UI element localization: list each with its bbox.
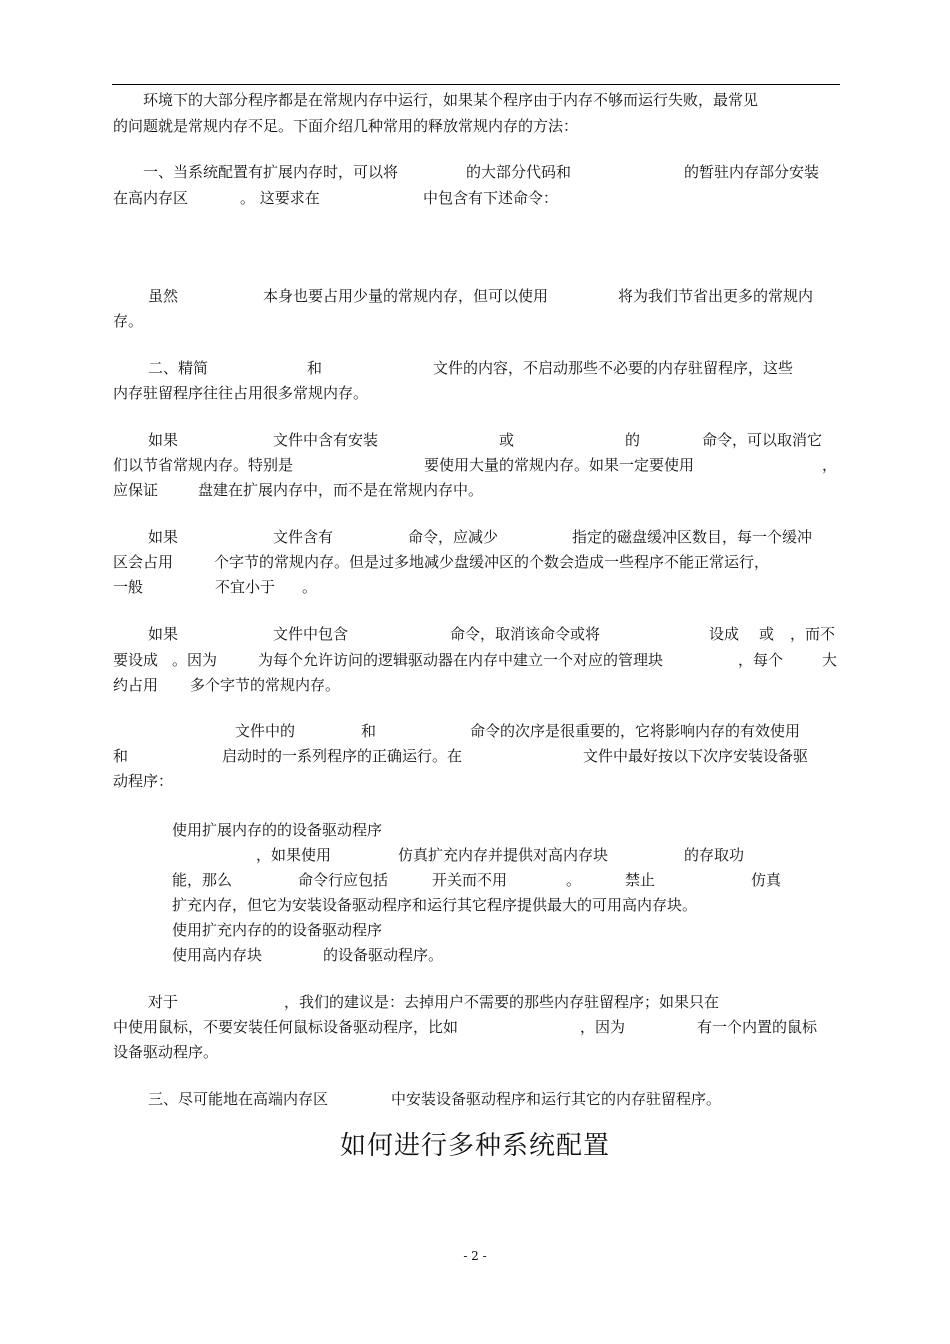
- text-segment: 命令，可以取消它: [702, 431, 823, 449]
- text-segment: 仿真扩充内存并提供对高内存块: [398, 846, 609, 864]
- text-segment: 命令，应减少: [408, 528, 499, 546]
- list-item: 使用扩充内存的的设备驱动程序: [172, 921, 383, 939]
- text-segment: 盘建在扩展内存中，而不是在常规内存中。: [198, 481, 484, 499]
- text-segment: 命令，取消该命令或将: [450, 625, 601, 643]
- text-segment: 要使用大量的常规内存。如果一定要使用: [424, 456, 695, 474]
- text-line: 环境下的大部分程序都是在常规内存中运行，如果某个程序由于内存不够而运行失败，最常见: [143, 91, 759, 109]
- text-segment: 能，那么: [172, 871, 233, 889]
- text-segment: 如果: [148, 625, 179, 643]
- text-segment: 设成: [709, 625, 740, 643]
- text-segment: ，: [822, 456, 838, 474]
- text-segment: 命令行应包括: [298, 871, 389, 889]
- text-segment: 内存驻留程序往往占用很多常规内存。: [113, 384, 369, 402]
- text-segment: 个字节的常规内存。但是过多地减少盘缓冲区的个数会造成一些程序不能正常运行，: [214, 553, 770, 571]
- text-segment: 如果: [148, 431, 179, 449]
- text-segment: ，如果使用: [256, 846, 332, 864]
- text-segment: 。 这要求在: [240, 189, 320, 207]
- text-segment: 文件含有: [273, 528, 334, 546]
- text-segment: 中安装设备驱动程序和运行其它的内存驻留程序。: [391, 1090, 722, 1108]
- text-segment: 要设成: [113, 651, 159, 669]
- text-segment: ，因为: [580, 1018, 626, 1036]
- text-segment: 命令的次序是很重要的，它将影响内存的有效使用: [470, 722, 801, 740]
- text-segment: 文件中含有安装: [273, 431, 379, 449]
- text-segment: 和: [307, 359, 323, 377]
- text-segment: 设备驱动程序。: [113, 1043, 219, 1061]
- text-segment: 使用高内存块: [172, 946, 263, 964]
- text-segment: ，每个: [738, 651, 784, 669]
- text-segment: 文件的内容，不启动那些不必要的内存驻留程序，这些: [433, 359, 794, 377]
- text-segment: 多个字节的常规内存。: [190, 676, 341, 694]
- text-segment: 文件中最好按以下次序安装设备驱: [583, 747, 809, 765]
- text-segment: 文件中的: [235, 722, 296, 740]
- text-segment: 的大部分代码和: [466, 163, 572, 181]
- text-segment: 禁止: [625, 871, 656, 889]
- text-segment: 们以节省常规内存。特别是: [113, 456, 294, 474]
- text-line: 的问题就是常规内存不足。下面介绍几种常用的释放常规内存的方法：: [113, 117, 579, 135]
- text-segment: 约占用: [113, 676, 159, 694]
- text-segment: 对于: [148, 993, 179, 1011]
- text-segment: 在高内存区: [113, 189, 189, 207]
- text-segment: 。因为: [172, 651, 218, 669]
- section-heading: 如何进行多种系统配置: [339, 1131, 610, 1161]
- text-segment: 本身也要占用少量的常规内存，但可以使用: [263, 287, 549, 305]
- text-segment: 和: [361, 722, 377, 740]
- text-segment: 的存取功: [684, 846, 745, 864]
- text-segment: 存。: [113, 312, 144, 330]
- list-item: 使用扩展内存的的设备驱动程序: [172, 821, 383, 839]
- text-segment: 文件中包含: [273, 625, 349, 643]
- text-segment: 或: [759, 625, 775, 643]
- text-segment: 中包含有下述命令：: [423, 189, 559, 207]
- text-segment: 不宜小于: [215, 578, 276, 596]
- text-segment: 。: [566, 871, 582, 889]
- text-segment: 启动时的一系列程序的正确运行。在: [222, 747, 463, 765]
- text-segment: 一、当系统配置有扩展内存时，可以将: [143, 163, 399, 181]
- text-segment: ，而不: [790, 625, 836, 643]
- text-segment: 指定的磁盘缓冲区数目，每一个缓冲: [572, 528, 813, 546]
- text-segment: 。: [302, 578, 318, 596]
- page-number: - 2 -: [463, 1249, 487, 1263]
- text-segment: 应保证: [113, 481, 159, 499]
- text-segment: 二、精简: [148, 359, 209, 377]
- text-segment: 仿真: [751, 871, 782, 889]
- list-item: 扩充内存，但它为安装设备驱动程序和运行其它程序提供最大的可用高内存块。: [172, 896, 698, 914]
- text-segment: 区会占用: [113, 553, 174, 571]
- text-segment: 大: [822, 651, 838, 669]
- text-segment: 将为我们节省出更多的常规内: [618, 287, 814, 305]
- text-segment: 如果: [148, 528, 179, 546]
- text-segment: 为每个允许访问的逻辑驱动器在内存中建立一个对应的管理块: [258, 651, 664, 669]
- text-segment: 的: [625, 431, 641, 449]
- text-segment: 和: [113, 747, 129, 765]
- text-segment: ，我们的建议是：去掉用户不需要的那些内存驻留程序；如果只在: [284, 993, 720, 1011]
- text-segment: 有一个内置的鼠标: [697, 1018, 818, 1036]
- text-segment: 三、尽可能地在高端内存区: [148, 1090, 329, 1108]
- text-segment: 虽然: [148, 287, 179, 305]
- text-segment: 的设备驱动程序。: [323, 946, 444, 964]
- text-segment: 中使用鼠标，不要安装任何鼠标设备驱动程序，比如: [113, 1018, 459, 1036]
- text-segment: 动程序：: [113, 772, 174, 790]
- header-rule: [112, 84, 840, 85]
- text-segment: 的暂驻内存部分安装: [684, 163, 820, 181]
- text-segment: 一般: [113, 578, 144, 596]
- text-segment: 开关而不用: [432, 871, 508, 889]
- text-segment: 或: [499, 431, 515, 449]
